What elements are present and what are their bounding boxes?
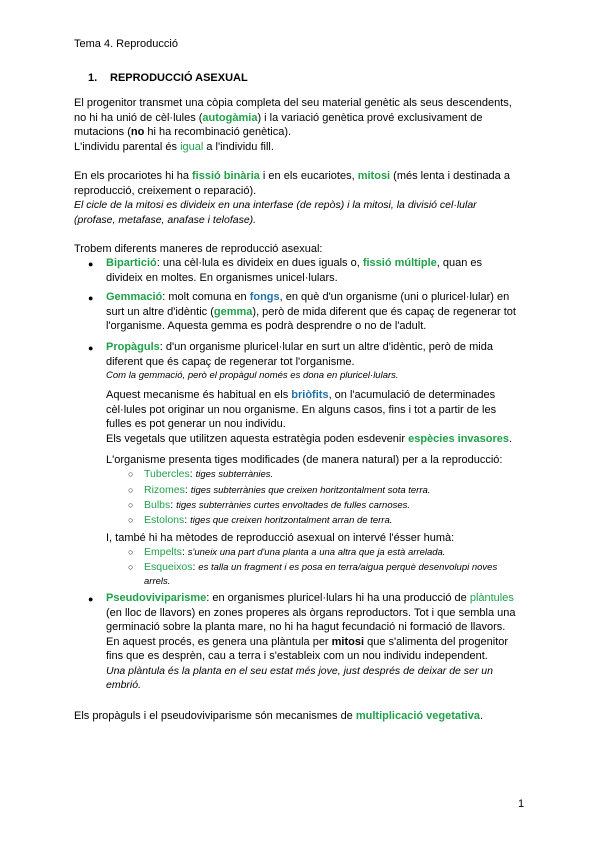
intro-paragraph: El progenitor transmet una còpia completa del seu material genètic als seus descendents, no hi ha unió de cèl·lules (autogàmia) i la variació genètica prové exclusivament de mutacions (no hi ha recombinació genètica). L'individu parental és igual a l'individu fill. [74, 97, 512, 153]
bullet-icon: ● [88, 293, 94, 303]
propaguls-item: Propàguls: d'un organisme pluricel·lular en surt un altre d'idèntic, però de mida diferent que és capaç de regenerar tot l'organisme. Com la gemmació, però el propàgul només es dona en pluricel·lulars. [106, 341, 493, 381]
bullet-icon: ● [88, 259, 94, 269]
propaguls-briofits: Aquest mecanisme és habitual en els briòfits, on l'acumulació de determinades cèl·lules pot originar un nou organisme. En alguns casos, fins i tot a partir de les fulles es pot generar un nou individu. Els vegetals que utilitzen aquesta estratègia poden esdevenir espècies invasores. [106, 389, 513, 445]
circle-bullet-icon: ○ [128, 562, 134, 572]
page-title: Tema 4. Reproducció [74, 38, 178, 50]
maneres-intro: Trobem diferents maneres de reproducció asexual: [74, 243, 323, 255]
procariotes-paragraph: En els procariotes hi ha fissió binària i en els eucariotes, mitosi (més lenta i destinada a reproducció, creixement o reparació). El cicle de la mitosi es divideix en una interfase (de repòs) i la mitosi, la divisió cel·lular (profase, metafase, anafase i telofase). [74, 170, 510, 226]
biparticio-item: Bipartició: una cèl·lula es divideix en dues iguals o, fissió múltiple, quan es divideix en moltes. En organismes unicel·lulars. [106, 257, 483, 284]
circle-bullet-icon: ○ [128, 515, 134, 525]
pseudo-item: Pseudoviviparisme: en organismes pluricel·lulars hi ha una producció de plàntules (en lloc de llavors) en zones properes als òrgans reproductors. Tot i que sembla una germinació sobre la planta mare, no hi ha hagut fecundació ni formació de llavors. En aquest procés, es genera una plàntula per mitosi que s'alimenta del progenitor fins que es desprèn, cau a terra i s'estableix com un nou individu independent. Una plàntula és la planta en el seu estat més jove, just després de deixar de ser un embrió. [106, 592, 516, 691]
tiges-item: Rizomes: tiges subterrànies que creixen horitzontalment sota terra. [144, 484, 431, 496]
gemmacio-item: Gemmació: molt comuna en fongs, en què d'un organisme (uni o pluricel·lular) en surt un altre d'idèntic (gemma), però de mida diferent que és capaç de regenerar tot l'organisme. Aquesta gemma es podrà desprendre o no de l'adult. [106, 291, 516, 332]
circle-bullet-icon: ○ [128, 547, 134, 557]
section-number: 1. [88, 72, 98, 84]
metodes-intro: I, també hi ha mètodes de reproducció asexual on intervé l'ésser humà: [106, 532, 455, 544]
page-number: 1 [518, 798, 525, 810]
tiges-item: Estolons: tiges que creixen horitzontalment arran de terra. [144, 514, 393, 526]
esqueixos-item: Esqueixos: es talla un fragment i es posa en terra/aigua perquè desenvolupi noves arrels. [144, 561, 498, 587]
empelts-item: Empelts: s'uneix una part d'una planta a una altra que ja està arrelada. [144, 546, 446, 558]
section-title: REPRODUCCIÓ ASEXUAL [110, 72, 248, 84]
bullet-icon: ● [88, 594, 94, 604]
conclusio-paragraph: Els propàguls i el pseudoviviparisme són mecanismes de multiplicació vegetativa. [74, 710, 484, 722]
tiges-item: Bulbs: tiges subterrànies curtes envoltades de fulles carnoses. [144, 499, 411, 511]
circle-bullet-icon: ○ [128, 500, 134, 510]
circle-bullet-icon: ○ [128, 485, 134, 495]
bullet-icon: ● [88, 343, 94, 353]
circle-bullet-icon: ○ [128, 469, 134, 479]
tiges-item: Tubercles: tiges subterrànies. [144, 468, 274, 480]
tiges-intro: L'organisme presenta tiges modificades (de manera natural) per a la reproducció: [106, 454, 503, 466]
